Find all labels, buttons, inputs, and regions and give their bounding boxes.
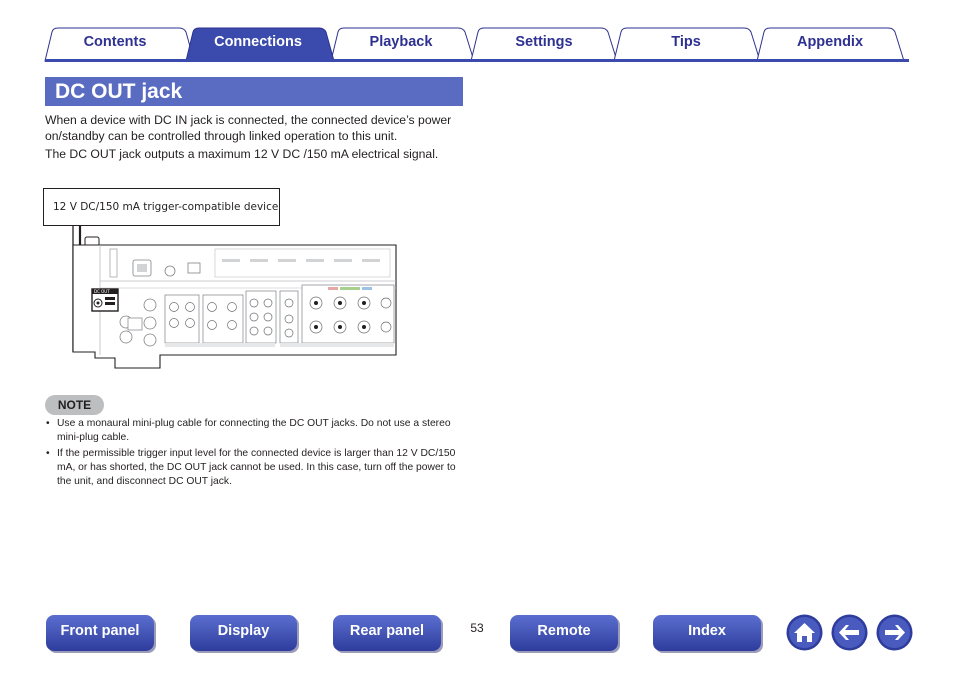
tab-contents[interactable]: Contents <box>83 34 147 50</box>
note-item <box>45 447 465 489</box>
rear-panel-illustration <box>40 185 400 370</box>
note-item <box>45 417 465 445</box>
tab-tips[interactable]: Tips <box>671 34 701 50</box>
tab-playback[interactable]: Playback <box>369 34 433 50</box>
bullet-icon: • <box>46 448 50 459</box>
arrow-left-icon <box>831 614 868 651</box>
display-button[interactable]: Display <box>190 615 297 651</box>
page-number: 53 <box>470 621 484 635</box>
page-title: DC OUT jack <box>55 80 183 103</box>
note-item-text: Use a monaural mini-plug cable for connecting the DC OUT jacks. Do not use a stereo mini-plug cable. <box>57 418 451 443</box>
arrow-right-icon <box>876 614 913 651</box>
remote-button[interactable]: Remote <box>510 615 618 651</box>
chapter-tabs <box>0 0 954 64</box>
note-list <box>45 417 465 491</box>
bullet-icon: • <box>46 418 50 429</box>
tab-settings[interactable]: Settings <box>515 34 573 50</box>
note-badge: NOTE <box>45 395 104 415</box>
trigger-device-label: 12 V DC/150 mA trigger-compatible device <box>53 201 279 213</box>
index-button[interactable]: Index <box>653 615 761 651</box>
note-item-text: If the permissible trigger input level for the connected device is larger than 12 V DC/150 mA, or has shorted, the DC OUT jack cannot be used. In this case, turn off the power to the unit, and disconnect DC OUT jack. <box>57 448 456 487</box>
dc-out-jack-label: DC OUT <box>94 289 110 294</box>
intro-paragraph: When a device with DC IN jack is connected, the connected device’s power on/standby can be controlled through linked operation to this unit. <box>45 113 452 143</box>
home-button[interactable] <box>786 614 823 651</box>
connection-diagram <box>40 185 400 370</box>
forward-button[interactable] <box>876 614 913 651</box>
home-icon <box>786 614 823 651</box>
spec-paragraph: The DC OUT jack outputs a maximum 12 V DC /150 mA electrical signal. <box>45 147 439 161</box>
front-panel-button[interactable]: Front panel <box>46 615 154 651</box>
back-button[interactable] <box>831 614 868 651</box>
section-title-bar <box>45 77 463 106</box>
tab-shapes <box>0 0 954 64</box>
tab-connections[interactable]: Connections <box>214 34 302 50</box>
rear-panel-button[interactable]: Rear panel <box>333 615 441 651</box>
tab-appendix[interactable]: Appendix <box>796 34 864 50</box>
